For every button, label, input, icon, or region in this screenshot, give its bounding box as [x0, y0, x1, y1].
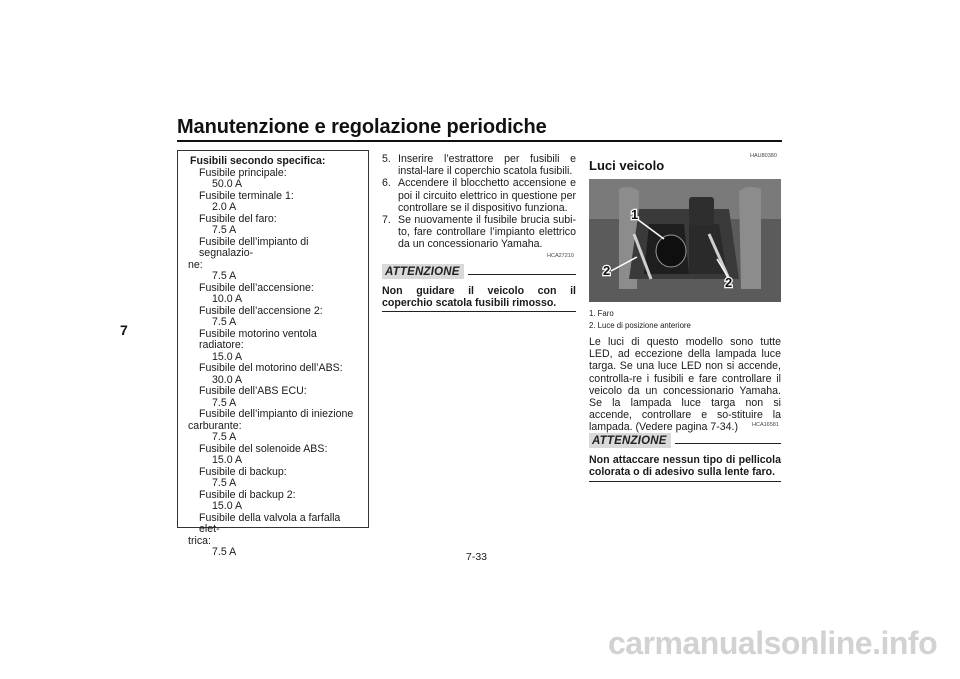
- fuse-name: Fusibile dell’impianto di segnalazio-: [199, 235, 309, 259]
- fuse-value: 7.5 A: [212, 396, 237, 409]
- fuse-name: Fusibile terminale 1:: [199, 189, 294, 202]
- fuse-name: Fusibile motorino ventola radiatore:: [199, 327, 317, 351]
- page-number: 7-33: [466, 551, 488, 563]
- attention-text: Non attaccare nessun tipo di pellicola colorata o di adesivo sulla lente faro.: [589, 454, 781, 479]
- fuse-name: Fusibile della valvola a farfalla elet-: [199, 511, 341, 535]
- headlight-lens: [656, 235, 686, 267]
- fuse-value: 15.0 A: [212, 454, 243, 466]
- fuse-name: Fusibile dell’ABS ECU:: [199, 385, 307, 397]
- fuse-name: Fusibile dell’accensione 2:: [199, 304, 323, 317]
- procedure-steps: [382, 153, 576, 251]
- fuse-value: 7.5 A: [212, 477, 237, 489]
- fuse-spec-box: [177, 150, 369, 558]
- fuse-value: 7.5 A: [212, 431, 237, 443]
- fuse-name: Fusibile di backup 2:: [199, 488, 296, 501]
- step-number: 6.: [382, 177, 391, 190]
- fuse-value: 50.0 A: [212, 178, 243, 190]
- attention-rule: [468, 274, 576, 275]
- step-text: Inserire l’estrattore per fusibili e instal-lare il coperchio scatola fusibili.: [398, 153, 576, 178]
- fuse-value: 15.0 A: [212, 350, 243, 363]
- fuse-name: Fusibile di backup:: [199, 465, 287, 478]
- fuse-name: Fusibile principale:: [199, 166, 287, 179]
- chapter-number: 7: [120, 322, 128, 338]
- fuse-name: Fusibile del solenoide ABS:: [199, 442, 328, 455]
- step-text: Accendere il blocchetto accensione e poi il circuito elettrico in questione per controllare se il dispositivo funziona.: [398, 177, 576, 214]
- lights-body-text: Le luci di questo modello sono tutte LED, ad eccezione della lampada luce targa. Se una luce LED non si accende, controlla-re i fusibili e fare controllare il veicolo da un concessionario Yamaha. Se la lampada luce targa non si accende, controllare e so-stituire la lampada. (Vedere pagina 7-34.): [589, 336, 781, 434]
- fuse-value: 7.5 A: [212, 224, 237, 236]
- fuse-value: 7.5 A: [212, 546, 237, 558]
- fuse-name: Fusibile del faro:: [199, 212, 277, 225]
- attention-notice-lens: [589, 422, 781, 479]
- fuse-name: Fusibile del motorino dell’ABS:: [199, 362, 343, 374]
- attention-bottom-rule: [589, 481, 781, 482]
- attention-bottom-rule: [382, 311, 576, 312]
- watermark: carmanualsonline.info: [608, 625, 938, 661]
- callout-1: 1: [631, 207, 639, 222]
- step-item: [382, 177, 576, 214]
- fuse-value: 15.0 A: [212, 500, 243, 512]
- fuse-value: 30.0 A: [212, 373, 243, 386]
- fuse-name: Fusibile dell’impianto di iniezione: [199, 408, 354, 420]
- photo-captions: [589, 308, 691, 332]
- step-item: [382, 153, 576, 177]
- attention-code: HCA16581: [752, 422, 779, 428]
- fuse-name: Fusibile dell’accensione:: [199, 281, 314, 294]
- fuse-name-cont: trica:: [188, 534, 211, 547]
- step-item: [382, 214, 576, 251]
- attention-notice-fuse-cover: [382, 253, 576, 310]
- caption-item: 1. Faro: [589, 309, 614, 318]
- section-code: HAU80380: [750, 153, 777, 159]
- attention-label: ATTENZIONE: [382, 264, 464, 279]
- right-fork: [739, 187, 761, 289]
- fuse-name-cont: carburante:: [188, 419, 242, 432]
- attention-label: ATTENZIONE: [589, 433, 671, 448]
- attention-text: Non guidare il veicolo con il coperchio scatola fusibili rimosso.: [382, 285, 576, 310]
- step-text: Se nuovamente il fusibile brucia subi-to, fare controllare l’impianto elettrico da un concessionario Yamaha.: [398, 214, 576, 251]
- step-number: 7.: [382, 214, 391, 227]
- fuse-value: 7.5 A: [212, 270, 237, 282]
- fuse-spec-heading: Fusibili secondo specifica:: [190, 155, 326, 167]
- headlight-photo: [589, 179, 781, 302]
- fuse-value: 2.0 A: [212, 201, 237, 213]
- callout-3: 2: [725, 275, 733, 290]
- section-title: Luci veicolo: [589, 158, 665, 173]
- fuse-name-cont: ne:: [188, 258, 203, 271]
- title-rule: [177, 140, 782, 142]
- attention-code: HCA27210: [547, 253, 574, 259]
- attention-rule: [675, 443, 781, 444]
- fuse-value: 7.5 A: [212, 316, 237, 328]
- page-title: Manutenzione e regolazione periodiche: [177, 116, 547, 138]
- fuse-value: 10.0 A: [212, 293, 243, 305]
- caption-item: 2. Luce di posizione anteriore: [589, 321, 691, 330]
- step-number: 5.: [382, 153, 391, 165]
- instrument-panel: [689, 197, 714, 225]
- callout-2: 2: [603, 263, 611, 278]
